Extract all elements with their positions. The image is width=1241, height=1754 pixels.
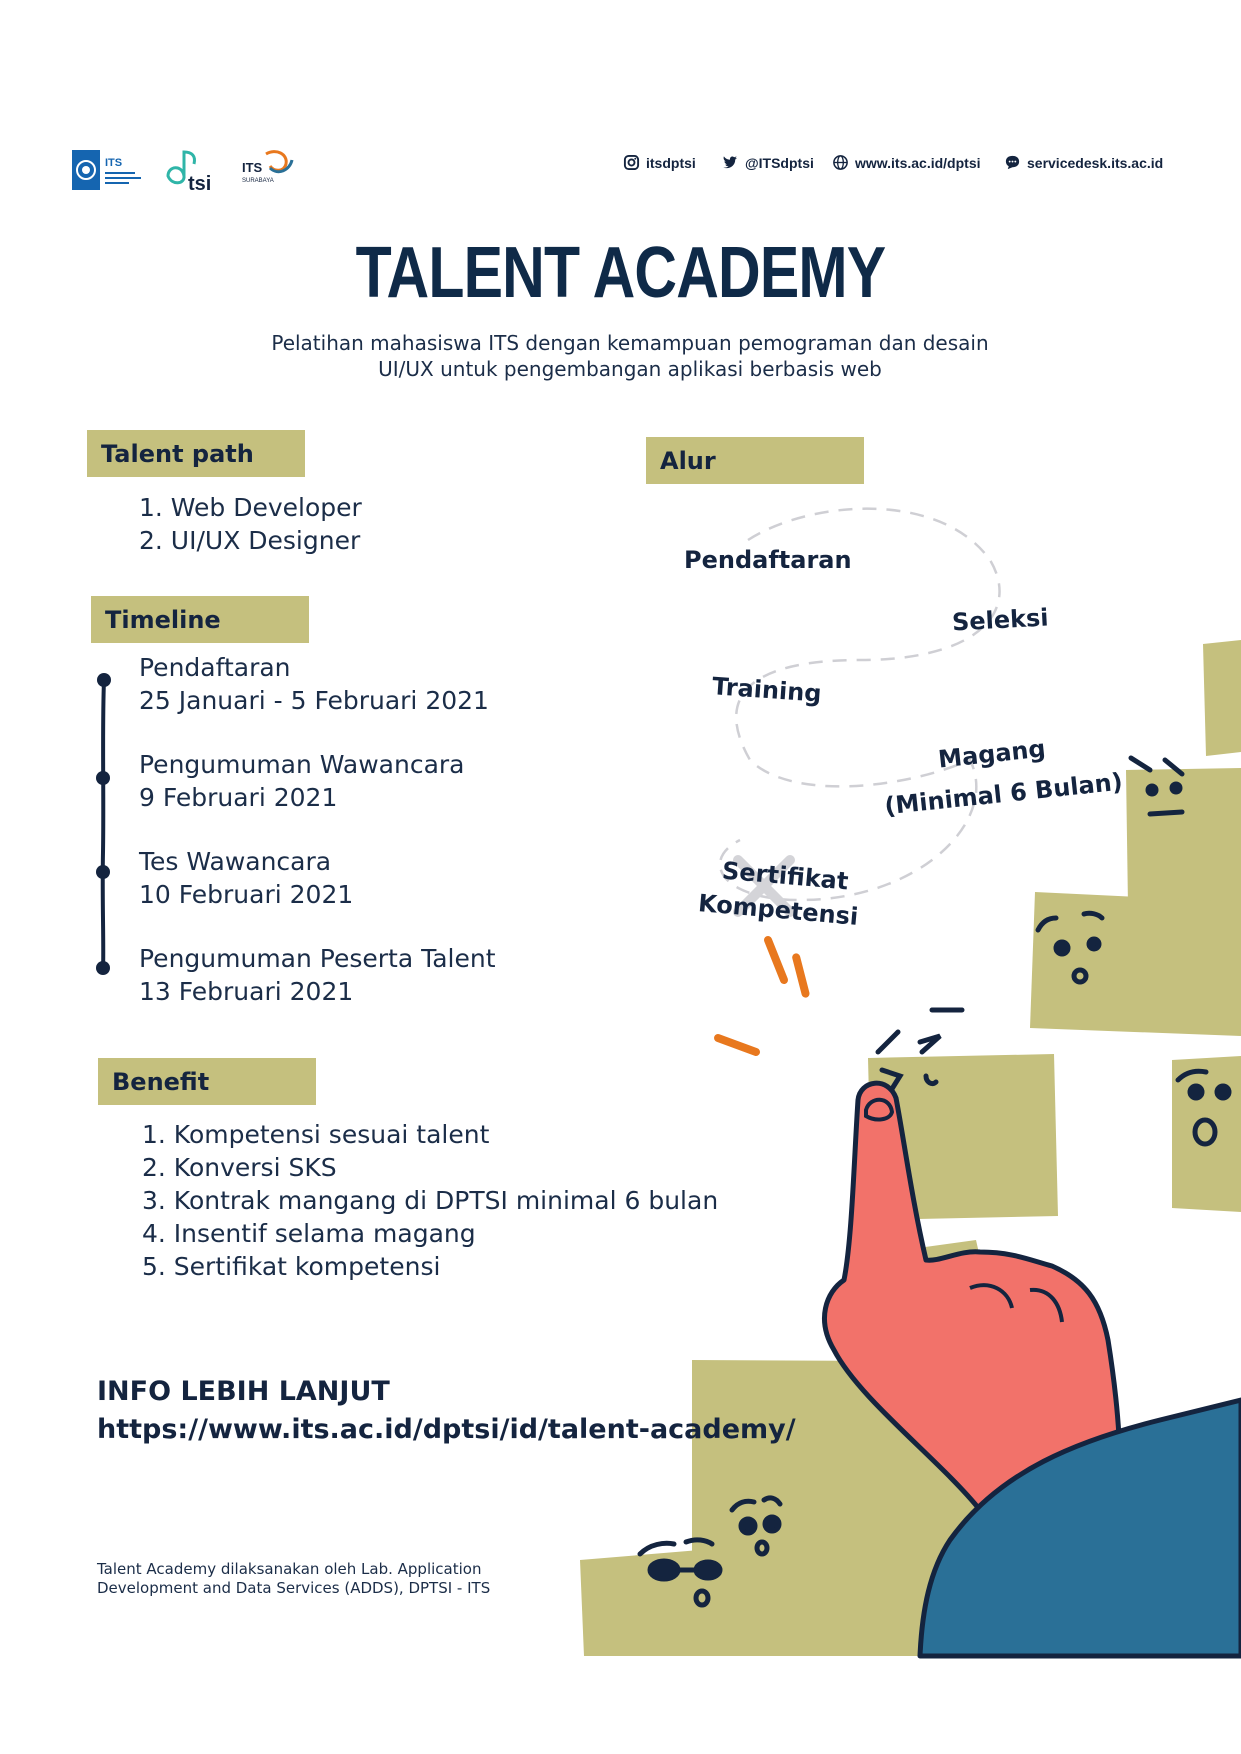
face-brow bbox=[640, 1543, 674, 1554]
timeline-item-date: 9 Februari 2021 bbox=[139, 783, 338, 812]
twitter-icon bbox=[722, 154, 739, 171]
benefit-label: Benefit bbox=[98, 1058, 316, 1105]
dptsi-logo-text: tsi bbox=[188, 173, 212, 194]
list-item: 3. Kontrak mangang di DPTSI minimal 6 bulan bbox=[142, 1186, 719, 1215]
timeline-item-title: Pendaftaran bbox=[139, 653, 291, 682]
footer-line-2: Development and Data Services (ADDS), DPTSI - ITS bbox=[97, 1579, 491, 1597]
face-eye bbox=[1056, 942, 1068, 954]
list-item: 1. Kompetensi sesuai talent bbox=[142, 1120, 490, 1149]
list-item: 2. UI/UX Designer bbox=[139, 526, 361, 555]
face-eye bbox=[765, 1517, 779, 1531]
talent-path-list bbox=[139, 491, 362, 557]
list-item: 5. Sertifikat kompetensi bbox=[142, 1252, 441, 1281]
timeline-item-date: 13 Februari 2021 bbox=[139, 977, 354, 1006]
face-eye bbox=[650, 1561, 678, 1579]
face-mouth bbox=[1150, 812, 1182, 814]
timeline-item-date: 10 Februari 2021 bbox=[139, 880, 354, 909]
footer-note bbox=[97, 1560, 557, 1598]
subtitle-line-1: Pelatihan mahasiswa ITS dengan kemampuan pemograman dan desain bbox=[271, 331, 989, 355]
footer-line-1: Talent Academy dilaksanakan oleh Lab. Application bbox=[97, 1560, 482, 1578]
alur-step-seleksi: Seleksi bbox=[951, 603, 1050, 637]
website-link[interactable] bbox=[832, 154, 981, 171]
info-url[interactable]: https://www.its.ac.id/dptsi/id/talent-academy/ bbox=[97, 1414, 796, 1445]
page-subtitle bbox=[200, 330, 1060, 382]
instagram-handle: itsdptsi bbox=[646, 154, 696, 171]
its-logo bbox=[72, 146, 144, 194]
timeline-item bbox=[139, 651, 489, 717]
alur-step-sertifikat: Sertifikat bbox=[721, 856, 850, 896]
impact-mark bbox=[768, 940, 784, 980]
instagram-link[interactable] bbox=[623, 154, 696, 171]
alur-step-kompetensi: Kompetensi bbox=[697, 889, 860, 931]
timeline-line bbox=[92, 672, 116, 980]
subtitle-line-2: UI/UX untuk pengembangan aplikasi berbasis web bbox=[378, 357, 882, 381]
face-eye bbox=[1172, 784, 1180, 792]
face-eye bbox=[1148, 786, 1156, 794]
servicedesk-link[interactable] bbox=[1004, 154, 1163, 171]
twitter-handle: @ITSdptsi bbox=[745, 154, 814, 171]
alur-step-training: Training bbox=[711, 672, 823, 708]
its-surabaya-logo bbox=[240, 146, 296, 194]
twitter-link[interactable] bbox=[722, 154, 814, 171]
list-item: 4. Insentif selama magang bbox=[142, 1219, 476, 1248]
chat-bubble-icon bbox=[1004, 154, 1021, 171]
its-surabaya-logo-sub: SURABAYA bbox=[242, 178, 274, 184]
timeline-item bbox=[139, 748, 465, 814]
timeline-label: Timeline bbox=[91, 596, 309, 643]
instagram-icon bbox=[623, 154, 640, 171]
face-brow bbox=[1131, 758, 1150, 770]
face-eye bbox=[1217, 1086, 1229, 1098]
face-eye bbox=[696, 1562, 720, 1578]
dptsi-logo bbox=[162, 146, 222, 194]
page-title: TALENT ACADEMY bbox=[355, 233, 886, 313]
face-eye bbox=[1190, 1086, 1202, 1098]
its-surabaya-logo-text: ITS bbox=[242, 160, 263, 175]
impact-mark bbox=[718, 1038, 756, 1052]
talent-path-label: Talent path bbox=[87, 430, 305, 477]
timeline-item bbox=[139, 942, 496, 1008]
list-item: 2. Konversi SKS bbox=[142, 1153, 337, 1182]
timeline-item bbox=[139, 845, 353, 911]
face-eye bbox=[741, 1519, 755, 1533]
svg-text:ITS: ITS bbox=[105, 157, 123, 169]
timeline-item-title: Pengumuman Wawancara bbox=[139, 750, 465, 779]
alur-step-pendaftaran: Pendaftaran bbox=[684, 546, 852, 574]
timeline-item-title: Pengumuman Peserta Talent bbox=[139, 944, 496, 973]
timeline-item-title: Tes Wawancara bbox=[139, 847, 332, 876]
impact-mark bbox=[788, 957, 815, 993]
face-eye bbox=[920, 1036, 940, 1052]
info-heading: INFO LEBIH LANJUT bbox=[97, 1376, 390, 1407]
alur-step-magang: Magang bbox=[936, 734, 1047, 774]
block-shape bbox=[1030, 892, 1241, 1036]
block-shape bbox=[1126, 768, 1241, 906]
list-item: 1. Web Developer bbox=[139, 493, 362, 522]
alur-label: Alur bbox=[646, 437, 864, 484]
block-shape bbox=[580, 1540, 830, 1656]
alur-step-magang-duration: (Minimal 6 Bulan) bbox=[883, 767, 1124, 821]
block-shape bbox=[1203, 640, 1241, 756]
face-eye bbox=[1089, 939, 1099, 949]
face-brow bbox=[878, 1032, 898, 1052]
servicedesk-url: servicedesk.its.ac.id bbox=[1027, 154, 1164, 171]
website-url: www.its.ac.id/dptsi bbox=[855, 154, 981, 171]
globe-icon bbox=[832, 154, 849, 171]
timeline-item-date: 25 Januari - 5 Februari 2021 bbox=[139, 686, 489, 715]
